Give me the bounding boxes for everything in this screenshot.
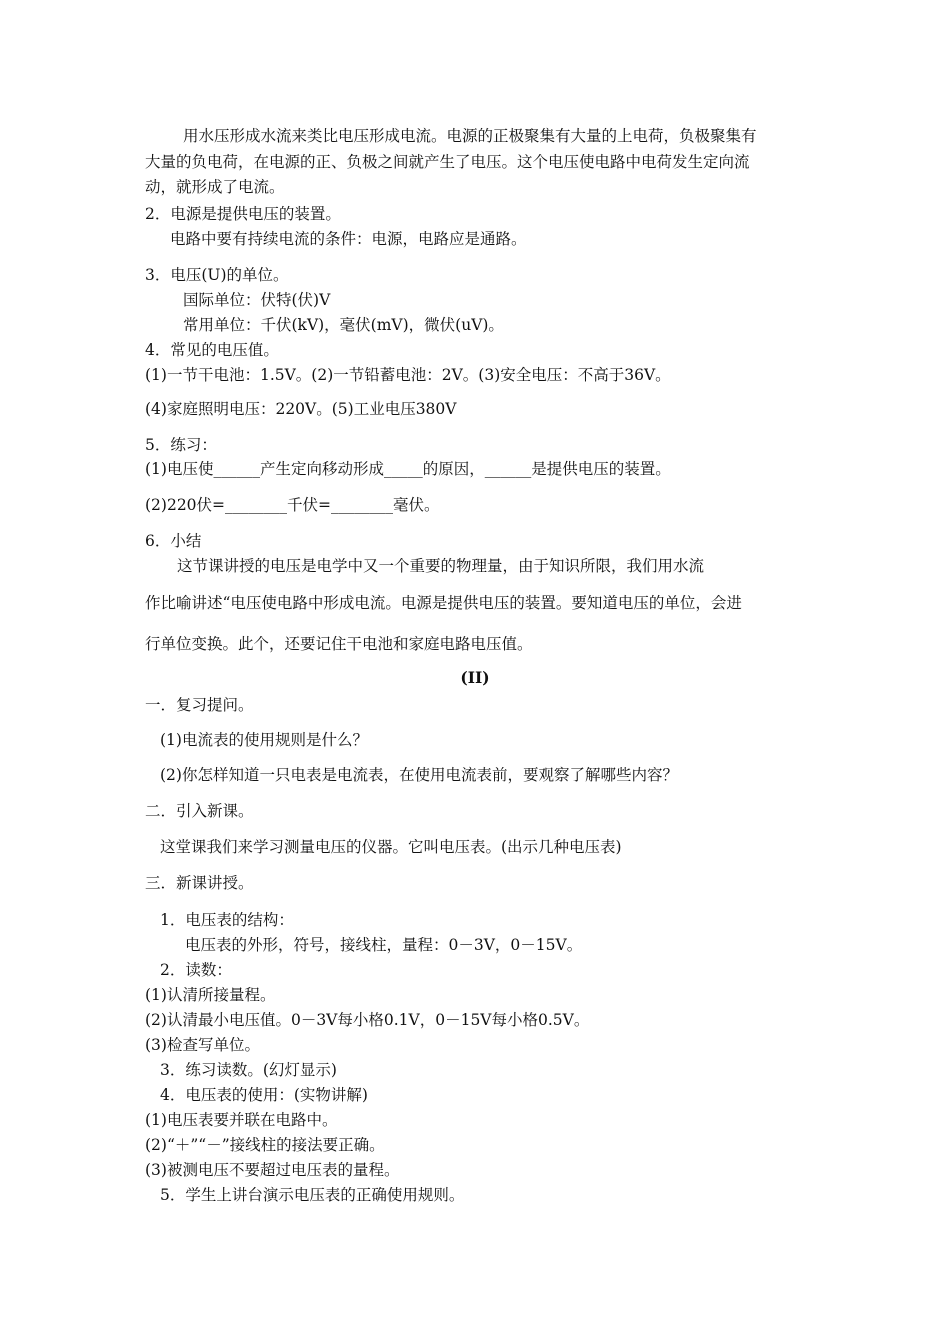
section-heading: 一．复习提问。	[145, 696, 254, 714]
list-item: 2．读数：	[160, 961, 232, 979]
list-item: 4．电压表的使用：(实物讲解)	[160, 1086, 368, 1104]
section-heading: 三．新课讲授。	[145, 874, 254, 892]
section-heading: 二．引入新课。	[145, 802, 254, 820]
paragraph-line: 大量的负电荷，在电源的正、负极之间就产生了电压。这个电压使电路中电荷发生定向流	[145, 153, 750, 171]
paragraph-line: (4)家庭照明电压：220V。(5)工业电压380V	[145, 400, 457, 418]
section-heading: 5．练习：	[145, 436, 217, 454]
part-heading: (II)	[460, 668, 490, 687]
paragraph-line: 用水压形成水流来类比电压形成电流。电源的正极聚集有大量的上电荷，负极聚集有	[183, 127, 757, 145]
list-item: (2)“＋”“－”接线柱的接法要正确。	[145, 1136, 385, 1154]
section-heading: 6．小结	[145, 532, 202, 550]
list-item: (1)电压表要并联在电路中。	[145, 1111, 338, 1129]
paragraph-line: 作比喻讲述“电压使电路中形成电流。电源是提供电压的装置。要知道电压的单位，会进	[145, 594, 742, 612]
list-item: (2)认清最小电压值。0－3V每小格0.1V，0－15V每小格0.5V。	[145, 1011, 590, 1029]
paragraph-line: 国际单位：伏特(伏)V	[183, 291, 331, 309]
paragraph-line: (1)一节干电池：1.5V。(2)一节铅蓄电池：2V。(3)安全电压：不高于36V。	[145, 366, 671, 384]
section-heading: 4．常见的电压值。	[145, 341, 279, 359]
exercise-question: (2)220伏=________千伏=________毫伏。	[145, 496, 440, 514]
paragraph-line: 电路中要有持续电流的条件：电源，电路应是通路。	[170, 230, 527, 248]
list-item: 1．电压表的结构：	[160, 911, 294, 929]
list-item: (1)认清所接量程。	[145, 986, 276, 1004]
section-heading: 3．电压(U)的单位。	[145, 266, 289, 284]
review-question: (2)你怎样知道一只电表是电流表，在使用电流表前，要观察了解哪些内容？	[160, 766, 678, 784]
paragraph-line: 常用单位：千伏(kV)，毫伏(mV)，微伏(uV)。	[183, 316, 504, 334]
list-item: (3)检查写单位。	[145, 1036, 260, 1054]
paragraph-line: 这节课讲授的电压是电学中又一个重要的物理量，由于知识所限，我们用水流	[177, 557, 705, 575]
paragraph-line: 动，就形成了电流。	[145, 178, 285, 196]
paragraph-line: 这堂课我们来学习测量电压的仪器。它叫电压表。(出示几种电压表)	[160, 838, 622, 856]
list-item: (3)被测电压不要超过电压表的量程。	[145, 1161, 400, 1179]
section-heading: 2．电源是提供电压的装置。	[145, 205, 341, 223]
review-question: (1)电流表的使用规则是什么？	[160, 731, 368, 749]
list-item: 3．练习读数。(幻灯显示)	[160, 1061, 337, 1079]
exercise-question: (1)电压使______产生定向移动形成_____的原因，______是提供电压的装置。	[145, 460, 671, 478]
list-item: 5．学生上讲台演示电压表的正确使用规则。	[160, 1186, 465, 1204]
list-item: 电压表的外形，符号，接线柱，量程：0－3V，0－15V。	[185, 936, 583, 954]
paragraph-line: 行单位变换。此个，还要记住干电池和家庭电路电压值。	[145, 635, 533, 653]
